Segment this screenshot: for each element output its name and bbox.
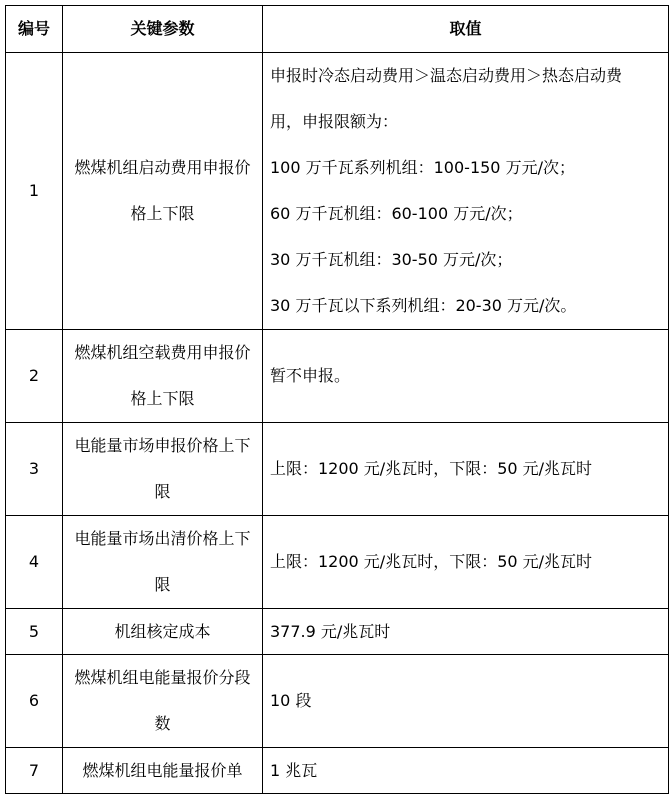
table-row [6, 655, 669, 748]
row-value [263, 53, 669, 330]
value-line: 30 万千瓦以下系列机组：20-30 万元/次。 [270, 296, 577, 315]
value-line: 30 万千瓦机组：30-50 万元/次； [270, 250, 513, 269]
row-value: 上限：1200 元/兆瓦时，下限：50 元/兆瓦时 [263, 516, 669, 609]
table-row [6, 423, 669, 516]
table-header-row [6, 6, 669, 53]
row-value: 377.9 元/兆瓦时 [263, 609, 669, 655]
header-key-parameter: 关键参数 [63, 6, 263, 53]
header-value: 取值 [263, 6, 669, 53]
row-number: 2 [6, 330, 63, 423]
row-parameter: 燃煤机组空载费用申报价格上下限 [63, 330, 263, 423]
value-line: 申报时冷态启动费用＞温态启动费用＞热态启动费 [270, 66, 623, 85]
row-number: 1 [6, 53, 63, 330]
row-number: 6 [6, 655, 63, 748]
header-number: 编号 [6, 6, 63, 53]
row-number: 3 [6, 423, 63, 516]
row-value: 暂不申报。 [263, 330, 669, 423]
row-parameter: 电能量市场出清价格上下限 [63, 516, 263, 609]
row-number: 4 [6, 516, 63, 609]
value-line: 60 万千瓦机组：60-100 万元/次； [270, 204, 523, 223]
value-line: 用，申报限额为： [270, 112, 399, 131]
table-row [6, 53, 669, 330]
row-parameter: 机组核定成本 [63, 609, 263, 655]
row-number: 7 [6, 748, 63, 794]
table-row [6, 748, 669, 794]
row-parameter: 燃煤机组启动费用申报价格上下限 [63, 53, 263, 330]
table-row [6, 516, 669, 609]
parameters-table [5, 5, 669, 794]
row-value: 10 段 [263, 655, 669, 748]
table-row [6, 330, 669, 423]
row-value: 1 兆瓦 [263, 748, 669, 794]
value-line: 100 万千瓦系列机组：100-150 万元/次； [270, 158, 575, 177]
row-number: 5 [6, 609, 63, 655]
row-parameter: 燃煤机组电能量报价单 [63, 748, 263, 794]
row-value: 上限：1200 元/兆瓦时，下限：50 元/兆瓦时 [263, 423, 669, 516]
row-parameter: 电能量市场申报价格上下限 [63, 423, 263, 516]
table-row [6, 609, 669, 655]
row-parameter: 燃煤机组电能量报价分段数 [63, 655, 263, 748]
